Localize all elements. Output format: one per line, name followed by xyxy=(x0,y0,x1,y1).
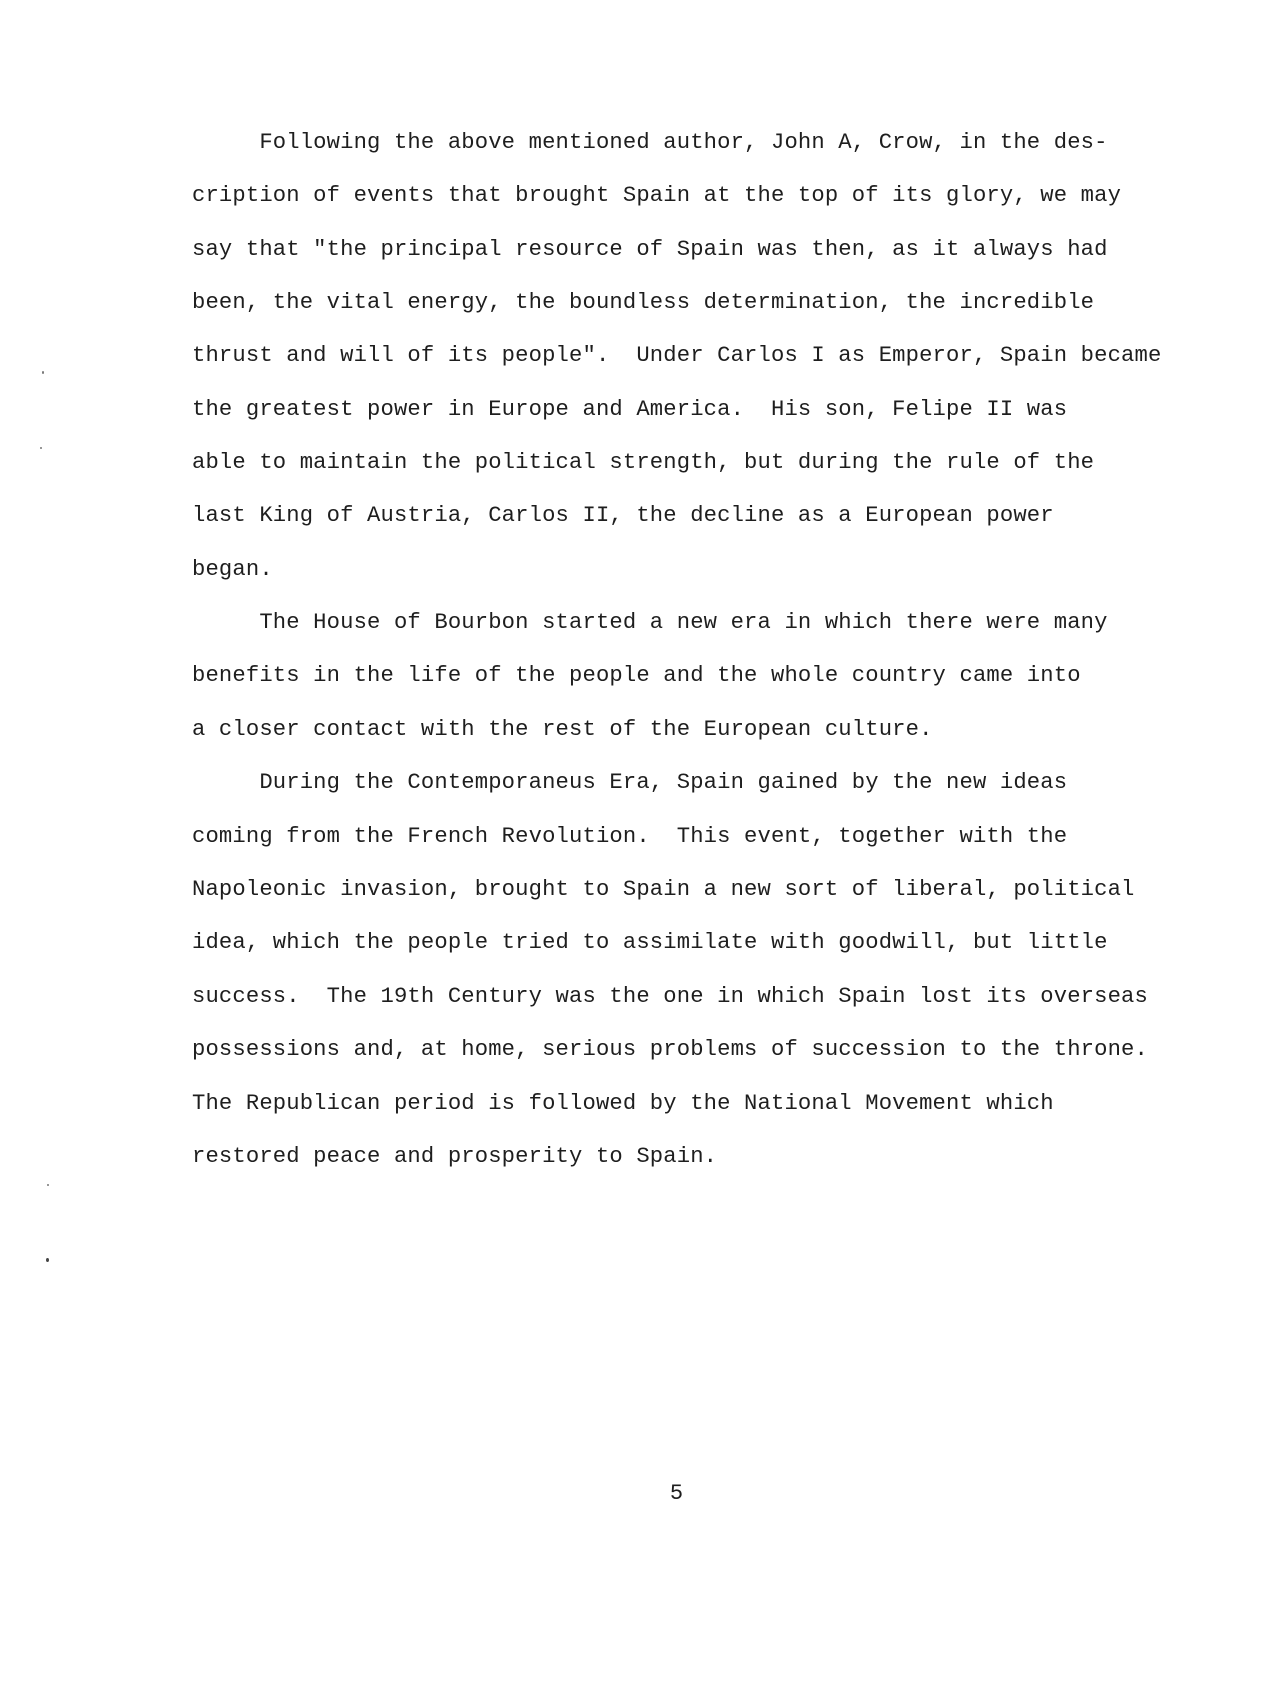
scan-speck xyxy=(46,1258,49,1262)
text-line: success. The 19th Century was the one in which Spain lost its overseas xyxy=(192,984,1148,1009)
scan-speck xyxy=(40,447,42,449)
text-line: began. xyxy=(192,557,273,582)
text-line: restored peace and prosperity to Spain. xyxy=(192,1144,718,1169)
text-line: say that "the principal resource of Spain was then, as it always had xyxy=(192,237,1108,262)
text-line: cription of events that brought Spain at the top of its glory, we may xyxy=(192,183,1122,208)
text-line: the greatest power in Europe and America. His son, Felipe II was xyxy=(192,397,1068,422)
text-line: The Republican period is followed by the National Movement which xyxy=(192,1091,1054,1116)
text-line: been, the vital energy, the boundless determination, the incredible xyxy=(192,290,1095,315)
page-number: 5 xyxy=(669,1481,684,1506)
scan-speck xyxy=(47,1184,49,1186)
text-line: benefits in the life of the people and the whole country came into xyxy=(192,663,1081,688)
scan-speck xyxy=(42,371,44,374)
text-line: thrust and will of its people". Under Carlos I as Emperor, Spain became xyxy=(192,343,1162,368)
text-line: a closer contact with the rest of the European culture. xyxy=(192,717,933,742)
text-line: During the Contemporaneus Era, Spain gained by the new ideas xyxy=(192,770,1068,795)
text-line: Napoleonic invasion, brought to Spain a new sort of liberal, political xyxy=(192,877,1135,902)
text-line: idea, which the people tried to assimilate with goodwill, but little xyxy=(192,930,1108,955)
text-line: coming from the French Revolution. This event, together with the xyxy=(192,824,1068,849)
text-line: The House of Bourbon started a new era in which there were many xyxy=(192,610,1108,635)
text-line: Following the above mentioned author, John A, Crow, in the des- xyxy=(192,130,1108,155)
text-line: possessions and, at home, serious problems of succession to the throne. xyxy=(192,1037,1148,1062)
text-line: able to maintain the political strength, but during the rule of the xyxy=(192,450,1095,475)
text-line: last King of Austria, Carlos II, the decline as a European power xyxy=(192,503,1054,528)
